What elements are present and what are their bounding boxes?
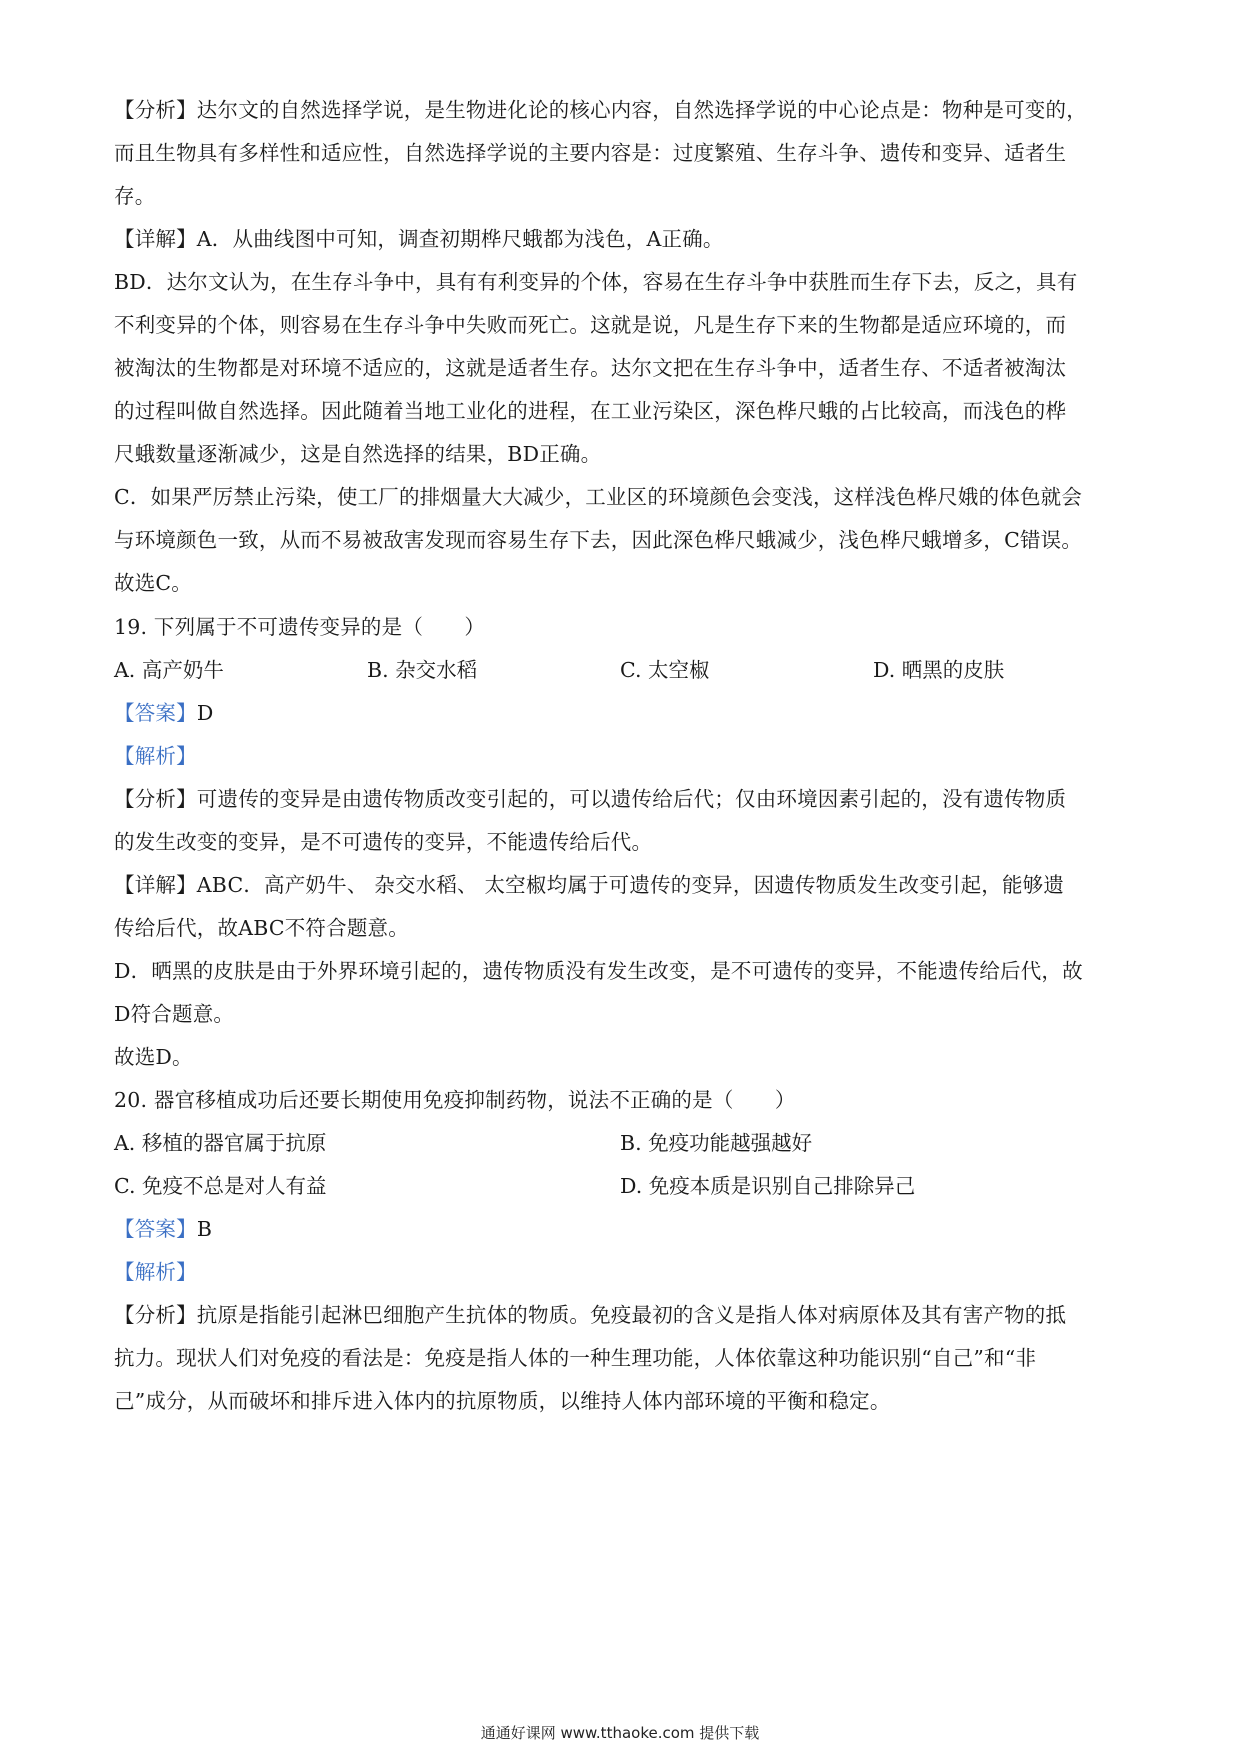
- answer-value: D: [196, 701, 214, 725]
- analysis-line: 【分析】达尔文的自然选择学说，是生物进化论的核心内容，自然选择学说的中心论点是：物种是可变的，: [114, 98, 1087, 122]
- detail-line: 不利变异的个体，则容易在生存斗争中失败而死亡。这就是说，凡是生存下来的生物都是适应环境的，而: [114, 313, 1067, 337]
- detail-line: 尺蛾数量逐渐减少，这是自然选择的结果，BD正确。: [114, 442, 602, 466]
- detail-line: BD．达尔文认为，在生存斗争中，具有有利变异的个体，容易在生存斗争中获胜而生存下去，反之，具有: [114, 270, 1078, 294]
- detail-line: D．晒黑的皮肤是由于外界环境引起的，遗传物质没有发生改变，是不可遗传的变异，不能遗传给后代，故: [114, 959, 1083, 983]
- page-footer: 通通好课网 www.tthaoke.com 提供下载: [480, 1724, 760, 1742]
- explanation-tag-19: 【解析】: [114, 744, 197, 768]
- q19-option-c: C. 太空椒: [620, 658, 710, 682]
- detail-line: 被淘汰的生物都是对环境不适应的，这就是适者生存。达尔文把在生存斗争中，适者生存、不适者被淘汰: [114, 356, 1067, 380]
- answer-20: [114, 1216, 1129, 1242]
- answer-tag: 【答案】: [114, 1217, 197, 1241]
- analysis-line: 的发生改变的变异，是不可遗传的变异，不能遗传给后代。: [114, 830, 653, 854]
- q20-option-c: C. 免疫不总是对人有益: [114, 1174, 327, 1198]
- detail-line: 的过程叫做自然选择。因此随着当地工业化的进程，在工业污染区，深色桦尺蛾的占比较高，而浅色的桦: [114, 399, 1067, 423]
- analysis-line: 抗力。现状人们对免疫的看法是：免疫是指人体的一种生理功能，人体依靠这种功能识别“自己”和“非: [114, 1346, 1037, 1370]
- analysis-line: 己”成分，从而破坏和排斥进入体内的抗原物质，以维持人体内部环境的平衡和稳定。: [114, 1389, 891, 1413]
- detail-line: 【详解】ABC．高产奶牛、 杂交水稻、 太空椒均属于可遗传的变异，因遗传物质发生改变引起，能够遗: [114, 873, 1065, 897]
- conclusion-line: 故选D。: [114, 1045, 193, 1069]
- q20-option-a: A. 移植的器官属于抗原: [114, 1131, 327, 1155]
- answer-tag: 【答案】: [114, 701, 197, 725]
- q19-option-a: A. 高产奶牛: [114, 658, 224, 682]
- detail-line: D符合题意。: [114, 1002, 235, 1026]
- q20-option-d: D. 免疫本质是识别自己排除异己: [620, 1174, 916, 1198]
- answer-19: [114, 700, 1129, 726]
- explanation-tag-20: 【解析】: [114, 1260, 197, 1284]
- answer-value: B: [196, 1217, 213, 1241]
- conclusion-line: 故选C。: [114, 571, 192, 595]
- detail-line: 与环境颜色一致，从而不易被敌害发现而容易生存下去，因此深色桦尺蛾减少，浅色桦尺蛾增多，C错误。: [114, 528, 1083, 552]
- detail-line: 【详解】A．从曲线图中可知，调查初期桦尺蛾都为浅色，A正确。: [114, 227, 724, 251]
- question-19: 19. 下列属于不可遗传变异的是（ ）: [114, 615, 486, 639]
- analysis-line: 存。: [114, 184, 156, 208]
- q19-option-b: B. 杂交水稻: [367, 658, 478, 682]
- analysis-line: 【分析】可遗传的变异是由遗传物质改变引起的，可以遗传给后代；仅由环境因素引起的，没有遗传物质: [114, 787, 1067, 811]
- detail-line: 传给后代，故ABC不符合题意。: [114, 916, 409, 940]
- detail-line: C．如果严厉禁止污染，使工厂的排烟量大大减少，工业区的环境颜色会变浅，这样浅色桦尺娥的体色就会: [114, 485, 1083, 509]
- analysis-line: 而且生物具有多样性和适应性，自然选择学说的主要内容是：过度繁殖、生存斗争、遗传和变异、适者生: [114, 141, 1067, 165]
- analysis-line: 【分析】抗原是指能引起淋巴细胞产生抗体的物质。免疫最初的含义是指人体对病原体及其有害产物的抵: [114, 1303, 1067, 1327]
- question-20: 20. 器官移植成功后还要长期使用免疫抑制药物，说法不正确的是（ ）: [114, 1088, 796, 1112]
- q20-option-b: B. 免疫功能越强越好: [620, 1131, 813, 1155]
- q19-option-d: D. 晒黑的皮肤: [873, 658, 1005, 682]
